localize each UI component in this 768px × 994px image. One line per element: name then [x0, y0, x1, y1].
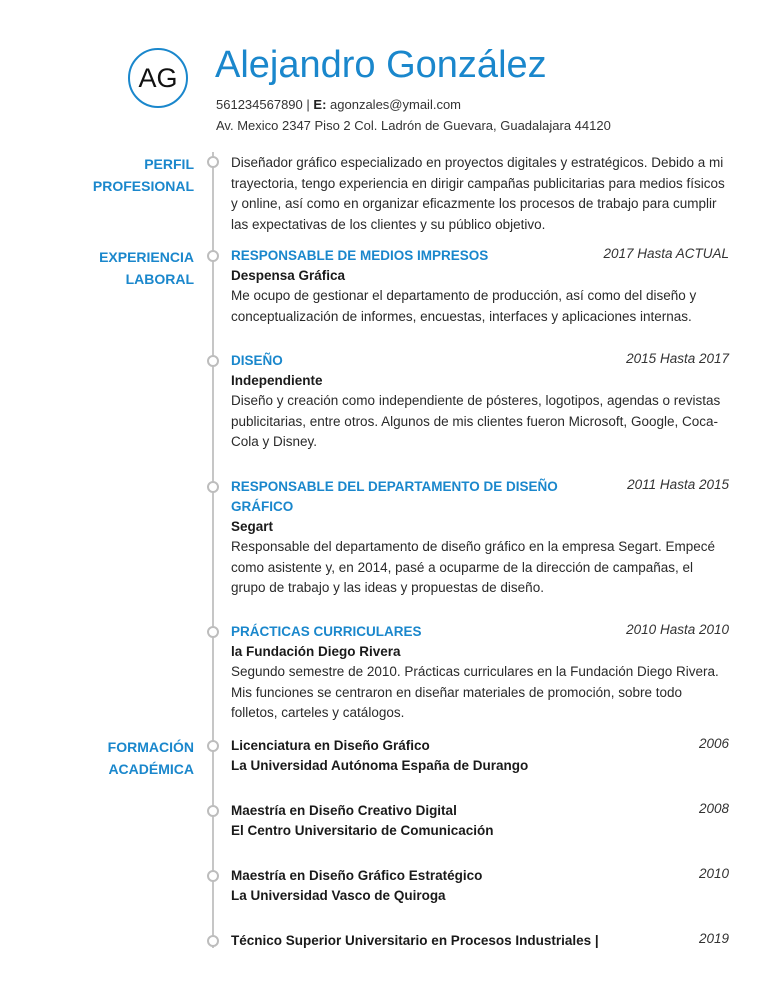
- email-label: E:: [313, 97, 327, 112]
- employer: Independiente: [231, 373, 323, 388]
- experience-entry: [231, 246, 729, 327]
- institution: El Centro Universitario de Comunicación: [231, 823, 494, 838]
- job-period: 2015 Hasta 2017: [626, 351, 729, 366]
- institution: La Universidad Autónoma España de Durango: [231, 758, 529, 773]
- contact-separator: |: [306, 97, 310, 112]
- timeline-dot-profile: [207, 156, 219, 168]
- timeline-line: [212, 152, 214, 948]
- section-label-line: FORMACIÓN: [107, 739, 194, 755]
- job-description: Responsable del departamento de diseño gráfico en la empresa Segart. Empecé como asistente y, en 2014, pasé a ocuparme de la dirección de campañas, el grupo de trabajo y las ideas y propuestas de diseño.: [231, 539, 716, 595]
- timeline-dot-exp-3: [207, 481, 219, 493]
- degree-title: Técnico Superior Universitario en Procesos Industriales |: [231, 933, 599, 948]
- experience-entry: [231, 351, 729, 453]
- section-label-experience: [99, 246, 194, 290]
- contact-line: [216, 97, 461, 112]
- job-period: 2017 Hasta ACTUAL: [603, 246, 729, 261]
- degree-title: Maestría en Diseño Creativo Digital: [231, 803, 457, 818]
- section-label-line: LABORAL: [125, 271, 194, 287]
- timeline-dot-edu-2: [207, 805, 219, 817]
- section-label-line: PROFESIONAL: [92, 178, 194, 194]
- experience-entry: [231, 477, 729, 599]
- job-description: Me ocupo de gestionar el departamento de producción, así como del diseño y conceptualización de informes, encuestas, interfaces y aplicaciones internas.: [231, 288, 697, 324]
- job-description: Segundo semestre de 2010. Prácticas curriculares en la Fundación Diego Rivera. Mis funciones se centraron en diseñar materiales de promoción, sobre todo folletos, carteles y catálogos.: [231, 664, 719, 720]
- education-entry: [231, 801, 729, 841]
- postal-address: Av. Mexico 2347 Piso 2 Col. Ladrón de Guevara, Guadalajara 44120: [216, 118, 611, 133]
- degree-title: Licenciatura en Diseño Gráfico: [231, 738, 430, 753]
- employer: Despensa Gráfica: [231, 268, 346, 283]
- section-label-line: EXPERIENCIA: [99, 249, 194, 265]
- timeline-dot-edu-4: [207, 935, 219, 947]
- monogram-initials: AG: [138, 62, 178, 93]
- employer: Segart: [231, 519, 274, 534]
- job-title: PRÁCTICAS CURRICULARES: [231, 624, 422, 639]
- job-title: RESPONSABLE DEL DEPARTAMENTO DE DISEÑO GRÁFICO: [231, 479, 558, 514]
- experience-entry: [231, 622, 729, 724]
- job-description: Diseño y creación como independiente de pósteres, logotipos, agendas o revistas publicitarias, entre otros. Algunos de mis clientes fueron Microsoft, Google, Coca-Cola y Disney.: [231, 393, 721, 449]
- section-label-line: PERFIL: [144, 156, 194, 172]
- job-period: 2010 Hasta 2010: [626, 622, 729, 637]
- job-title: RESPONSABLE DE MEDIOS IMPRESOS: [231, 248, 489, 263]
- job-title: DISEÑO: [231, 353, 283, 368]
- education-entry: [231, 931, 729, 951]
- timeline-dot-edu-3: [207, 870, 219, 882]
- job-period: 2011 Hasta 2015: [627, 477, 729, 492]
- education-entry: [231, 866, 729, 906]
- employer: la Fundación Diego Rivera: [231, 644, 401, 659]
- timeline-dot-exp-4: [207, 626, 219, 638]
- degree-title: Maestría en Diseño Gráfico Estratégico: [231, 868, 483, 883]
- graduation-year: 2008: [698, 801, 729, 816]
- graduation-year: 2006: [698, 736, 729, 751]
- graduation-year: 2019: [698, 931, 729, 946]
- section-label-education: [108, 736, 194, 780]
- timeline-dot-exp-1: [207, 250, 219, 262]
- section-label-line: ACADÉMICA: [108, 761, 194, 777]
- timeline-dot-exp-2: [207, 355, 219, 367]
- candidate-name: Alejandro González: [215, 44, 547, 86]
- graduation-year: 2010: [698, 866, 729, 881]
- profile-summary: Diseñador gráfico especializado en proyectos digitales y estratégicos. Debido a mi trayectoria, tengo experiencia en dirigir campañas publicitarias para medios físicos y online, así como en organizar eficazmente los procesos de trabajo para cumplir las expectativas de los clientes y su público objetivo.: [231, 155, 725, 232]
- monogram-avatar: [128, 48, 188, 108]
- education-entry: [231, 736, 729, 776]
- phone-number: 561234567890: [216, 97, 303, 112]
- institution: La Universidad Vasco de Quiroga: [231, 888, 446, 903]
- section-label-profile: [93, 153, 194, 197]
- email-address: agonzales@ymail.com: [330, 97, 462, 112]
- timeline-dot-edu-1: [207, 740, 219, 752]
